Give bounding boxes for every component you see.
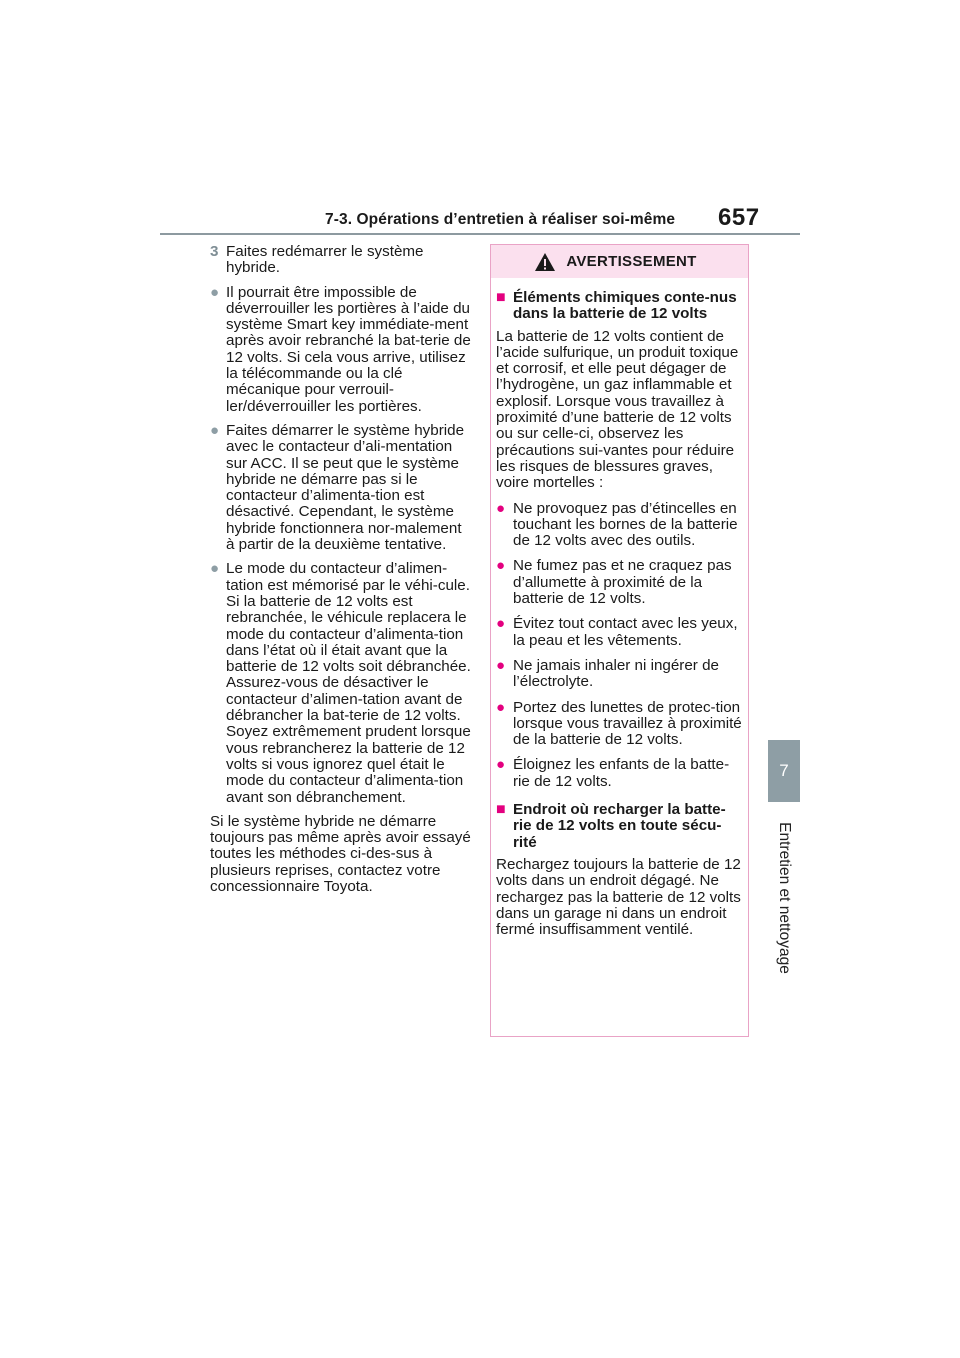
page-number: 657	[718, 204, 760, 231]
chapter-tab	[768, 740, 800, 802]
bullet-icon: ●	[210, 421, 220, 439]
step-item	[210, 244, 472, 277]
note-text: Faites démarrer le système hybride avec le contacteur d’ali-mentation sur ACC. Il se peut que le système hybride ne démarre pas si le contacteur d’alimenta-tion est désactivé. Cependant, le système hybride fonctionnera nor-malement à partir de la deuxième tentative.	[226, 421, 465, 554]
chapter-number: 7	[779, 761, 789, 780]
step-number: 3	[210, 243, 219, 260]
note-text: Le mode du contacteur d’alimen-tation est mémorisé par le véhi-cule. Si la batterie de 12 volts est rebranchée, le véhicule replacera le mode du contacteur d’alimenta-tion dans l’état où il était avant que la batterie de 12 volts soit débranchée. Assurez-vous de désactiver le contacteur d’alimen-tation avant de débrancher la bat-terie de 12 volts. Soyez extrêmement prudent lorsque vous rebrancherez la batterie de 12 volts si vous ignorez quel était le mode du contacteur d’alimenta-tion avant son débranchement.	[226, 560, 471, 806]
bullet-icon: ●	[496, 756, 506, 774]
main-column	[210, 244, 472, 895]
warning-section-heading: ■ Endroit où recharger la batte-rie de 12 volts en toute sécu-rité	[496, 801, 726, 851]
warning-header	[491, 245, 748, 278]
square-bullet-icon: ■	[496, 801, 506, 819]
bullet-icon: ●	[496, 656, 506, 674]
warning-item: ● Portez des lunettes de protec-tion lorsque vous travaillez à proximité de la batterie de 12 volts.	[496, 698, 742, 749]
square-bullet-icon: ■	[496, 289, 506, 306]
warning-item: ● Ne jamais inhaler ni ingérer de l’électrolyte.	[496, 656, 719, 691]
warning-intro: La batterie de 12 volts contient de l’acide sulfurique, un produit toxique et corrosif, et elle peut dégager de l’hydrogène, un gaz inflammable et explosif. Lorsque vous travaillez à proximité d’une batterie de 12 volts ou sur celle-ci, observez les précautions sui-vantes pour réduire les risques de blessures graves, voire mortelles :	[496, 327, 739, 492]
warning-section-heading: ■ Éléments chimiques conte-nus dans la batterie de 12 volts	[496, 289, 737, 323]
warning-intro: Rechargez toujours la batterie de 12 volts dans un endroit dégagé. Ne rechargez pas la batterie de 12 volts dans un garage ni dans un endroit fermé insuffisamment ventilé.	[496, 855, 741, 939]
warning-body	[491, 278, 748, 938]
bullet-icon: ●	[210, 560, 220, 578]
warning-item: ● Ne fumez pas et ne craquez pas d’allumette à proximité de la batterie de 12 volts.	[496, 557, 732, 608]
warning-item: ● Ne provoquez pas d’étincelles en touchant les bornes de la batterie de 12 volts avec des outils.	[496, 499, 738, 550]
closing-paragraph: Si le système hybride ne démarre toujours pas même après avoir essayé toutes les méthodes ci-des-sus à plusieurs reprises, contactez votre concessionnaire Toyota.	[210, 812, 471, 895]
warning-box	[490, 244, 749, 1037]
warning-item: ● Évitez tout contact avec les yeux, la peau et les vêtements.	[496, 615, 738, 649]
note-item	[210, 423, 472, 553]
note-item	[210, 561, 472, 805]
section-title: 7-3. Opérations d’entretien à réaliser soi-même	[325, 211, 676, 228]
bullet-icon: ●	[496, 698, 506, 716]
bullet-icon: ●	[496, 557, 506, 575]
warning-title: AVERTISSEMENT	[566, 253, 697, 270]
bullet-icon: ●	[496, 615, 506, 633]
bullet-icon: ●	[210, 283, 220, 301]
warning-item: ● Éloignez les enfants de la batte-rie de 12 volts.	[496, 756, 730, 790]
note-item	[210, 285, 472, 415]
warning-triangle-icon	[534, 252, 556, 272]
page-header	[320, 204, 800, 234]
bullet-icon: ●	[496, 499, 506, 517]
chapter-label: Entretien et nettoyage	[776, 822, 793, 974]
header-rule	[160, 233, 800, 235]
note-text: Il pourrait être impossible de déverrouiller les portières à l’aide du système Smart key immédiate-ment après avoir rebranché la bat-terie de 12 volts. Si cela vous arrive, utilisez la télécommande ou la clé mécanique pour verrouil-ler/déverrouiller les portières.	[226, 283, 471, 415]
step-text: Faites redémarrer le système hybride.	[226, 243, 424, 277]
